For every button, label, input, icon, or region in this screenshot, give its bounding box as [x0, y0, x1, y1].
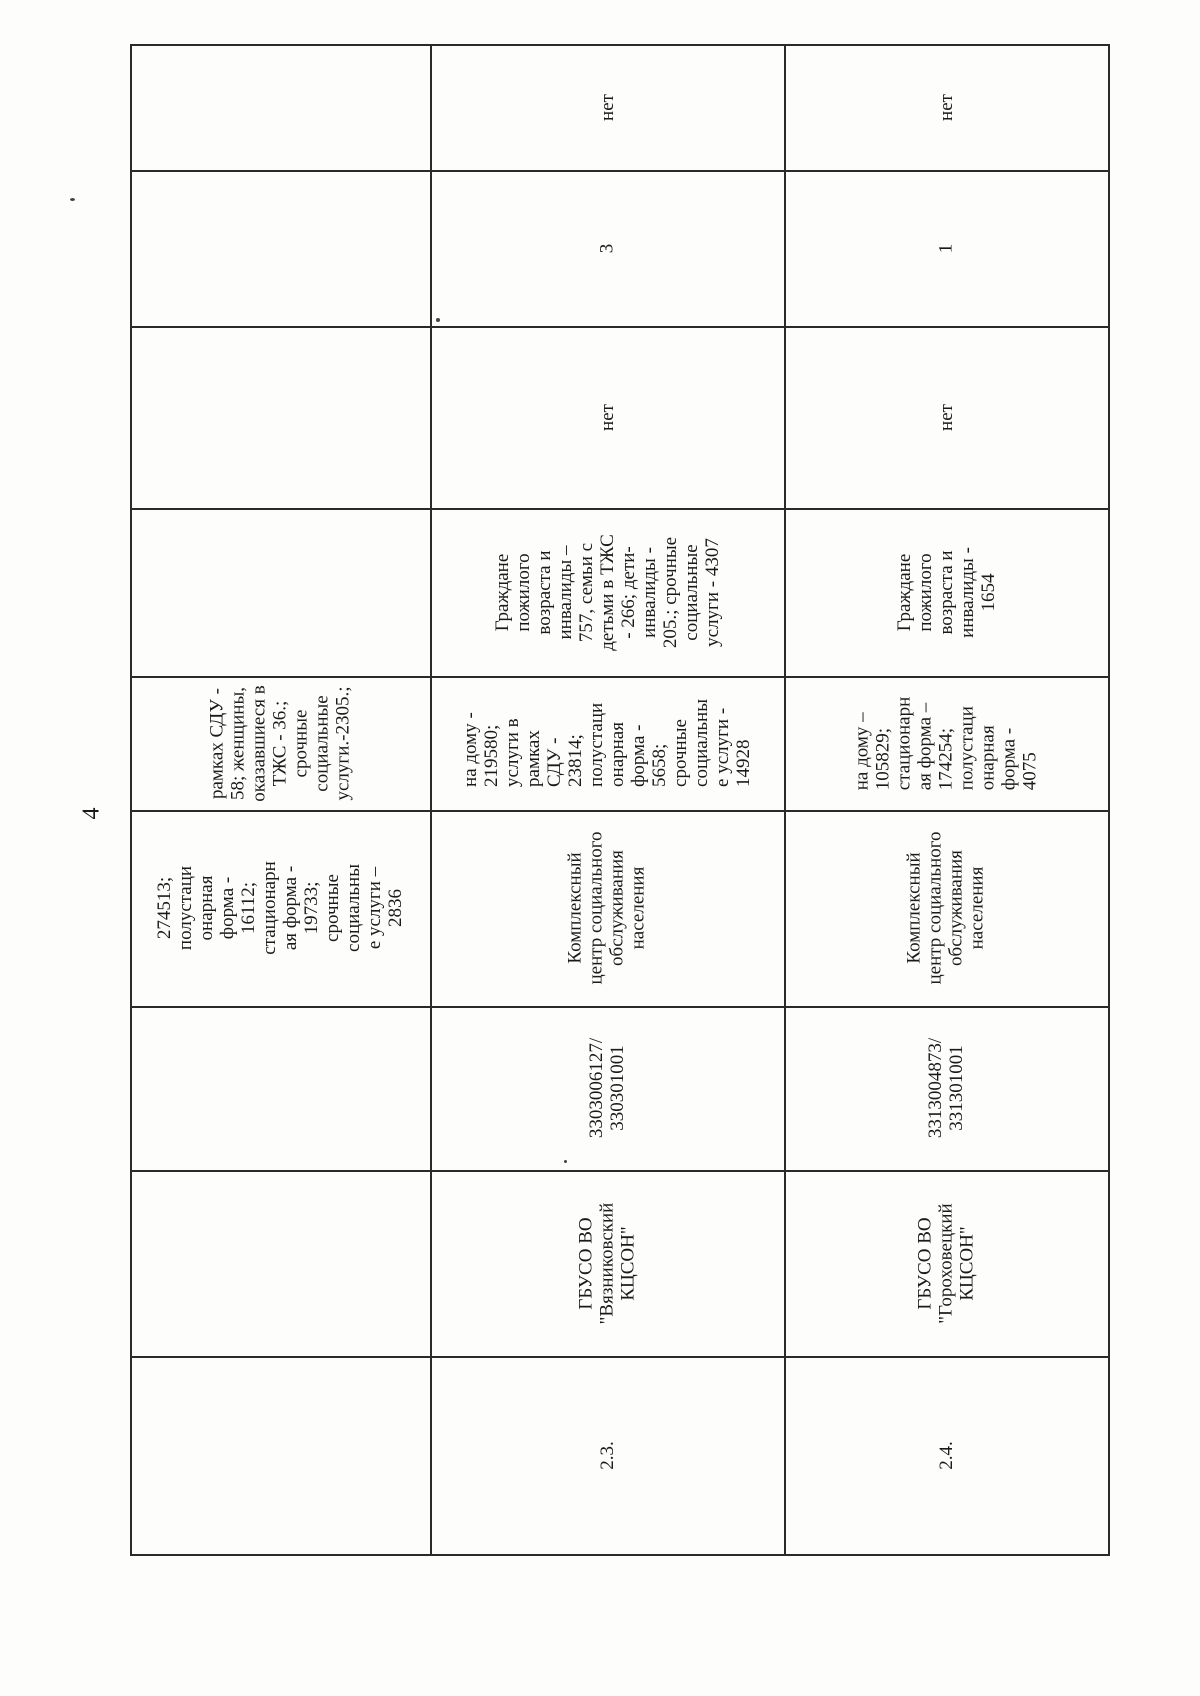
cell-name: ГБУСО ВО "Гороховецкий КЦСОН"	[914, 1202, 978, 1324]
cell-other: нет	[596, 93, 618, 121]
cell-volume: на дому – 105829; стационарн ая форма – 174254; полустаци онарная форма - 4075	[851, 696, 1041, 790]
cell-type: Комплексный центр социального обслуживания населения	[565, 831, 649, 985]
scan-speck	[564, 1160, 567, 1163]
cell-violations: нет	[935, 403, 957, 431]
grid-line	[130, 1554, 1110, 1556]
cell-number: 2.3.	[596, 1440, 618, 1470]
cell-inn: 3303006127/ 330301001	[586, 1037, 628, 1139]
cell-name: ГБУСО ВО "Вязниковский КЦСОН"	[575, 1202, 639, 1324]
cell-volume: 274513; полустаци онарная форма - 16112; стационарн ая форма - 19733; срочные социальны е услуги – 2836	[153, 861, 406, 955]
data-table	[130, 44, 1110, 1556]
cell-number: 2.4.	[935, 1440, 957, 1470]
cell-categories: рамках СДУ - 58; женщины, оказавшиеся в ТЖС - 36.; срочные социальные услуги.-2305.;	[206, 684, 354, 802]
scan-speck	[70, 198, 75, 201]
cell-other: нет	[935, 93, 957, 121]
cell-type: Комплексный центр социального обслуживания населения	[904, 831, 988, 985]
cell-categories: Граждане пожилого возраста и инвалиды - 1654	[893, 546, 999, 638]
cell-volume: на дому - 219580; услуги в рамках СДУ - 23814; полустаци онарная форма - 5658; срочные социальны е услуги - 14928	[459, 699, 754, 787]
cell-count: 1	[935, 243, 957, 253]
grid-line	[1108, 44, 1110, 1556]
scan-speck	[436, 318, 440, 322]
cell-categories: Граждане пожилого возраста и инвалиды – 757, семьи с детьми в ТЖС - 266; дети- инвалиды - 205.; срочные социальные услуги - 4307	[491, 533, 723, 651]
cell-inn: 3313004873/ 331301001	[925, 1037, 967, 1139]
cell-violations: нет	[596, 403, 618, 431]
page-number: 4	[78, 807, 105, 820]
cell-count: 3	[596, 243, 618, 253]
